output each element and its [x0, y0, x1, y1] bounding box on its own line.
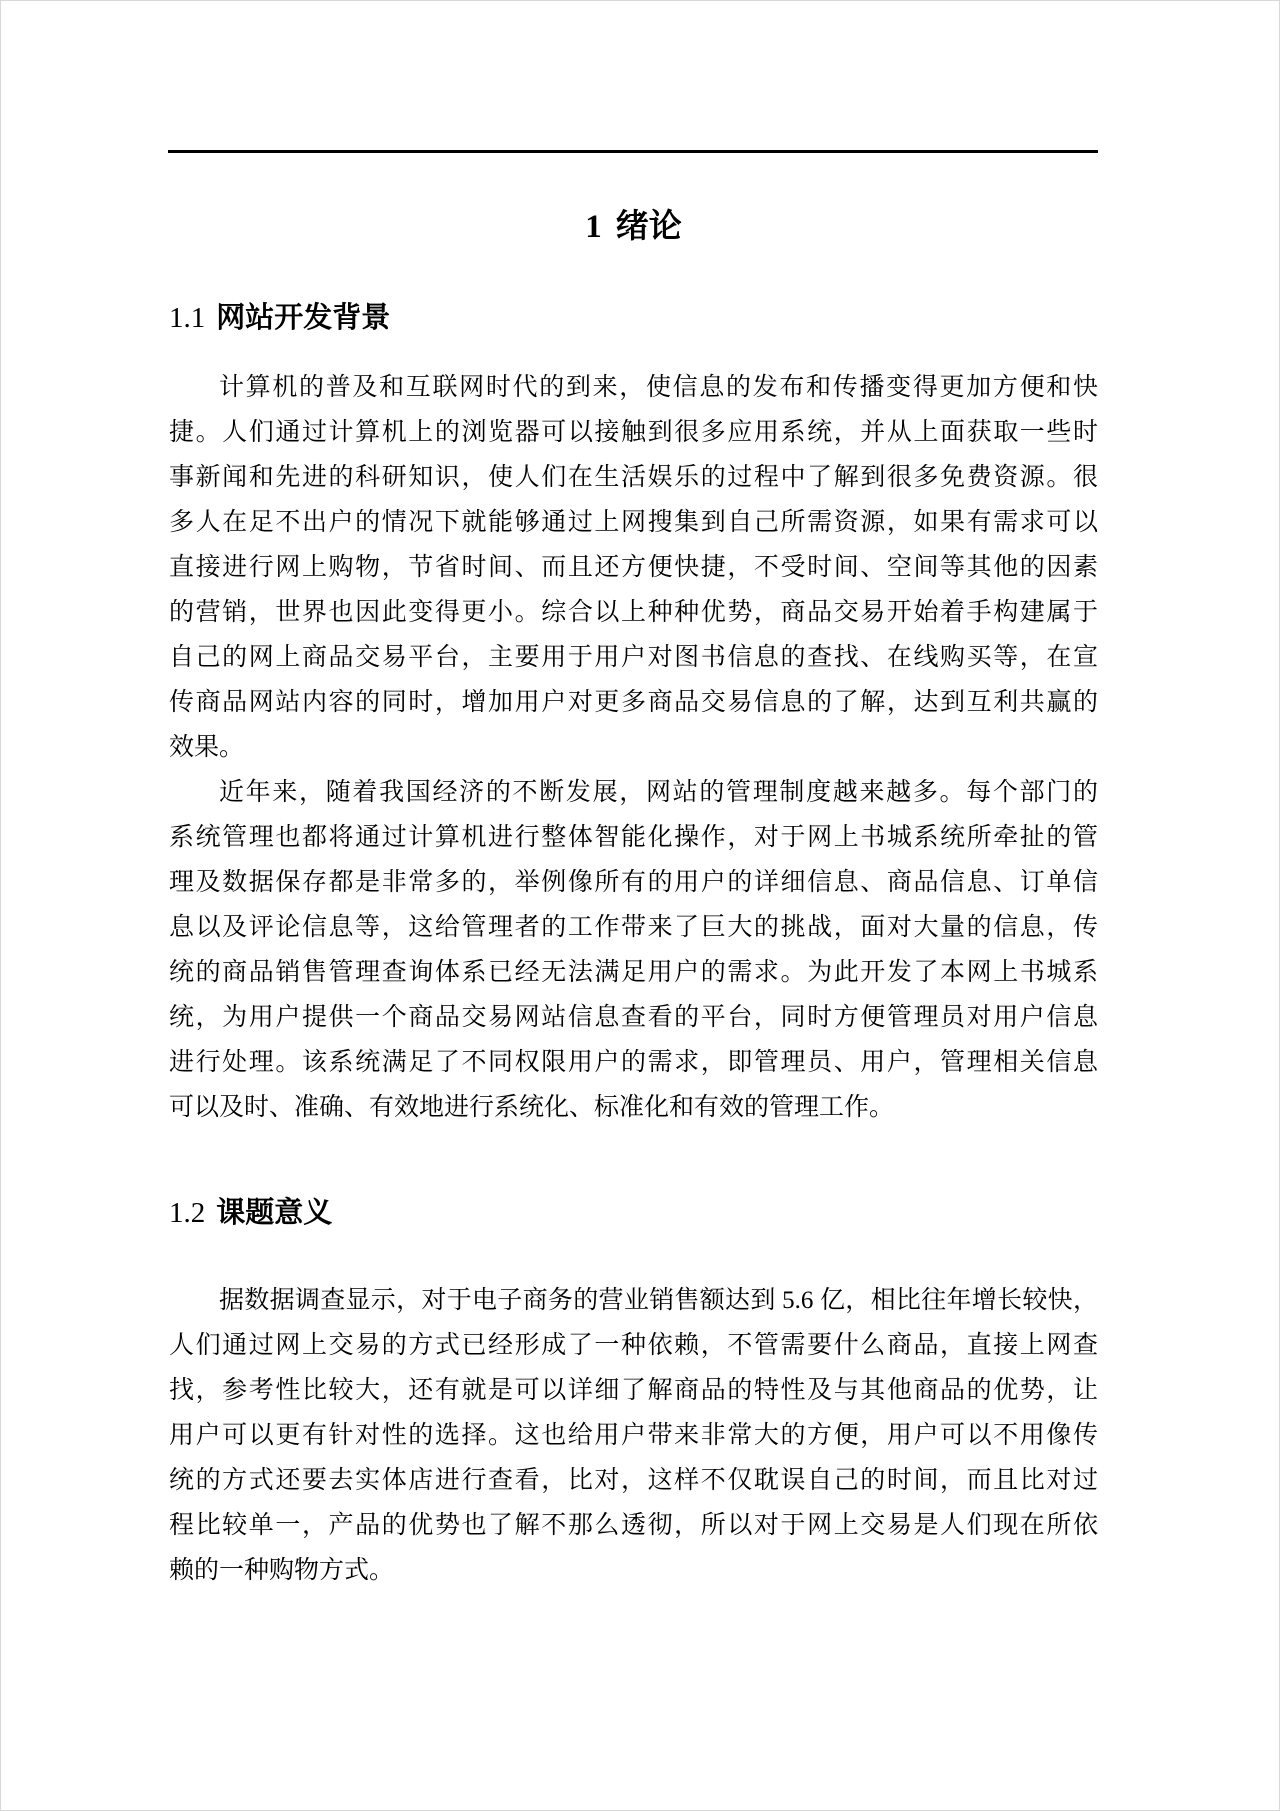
text-line: 计算机的普及和互联网时代的到来，使信息的发布和传播变得更加方便和快	[219, 374, 1098, 401]
text-line: 事新闻和先进的科研知识，使人们在生活娱乐的过程中了解到很多免费资源。很	[169, 464, 1098, 491]
section-heading-text: 课题意义	[216, 1197, 333, 1229]
text-line: 统的方式还要去实体店进行查看，比对，这样不仅耽误自己的时间，而且比对过	[169, 1467, 1098, 1494]
section-heading-1-1	[169, 299, 1098, 337]
text-line: 自己的网上商品交易平台，主要用于用户对图书信息的查找、在线购买等，在宣	[169, 644, 1098, 671]
text-line: 理及数据保存都是非常多的，举例像所有的用户的详细信息、商品信息、订单信	[169, 869, 1098, 896]
text-line: 统的商品销售管理查询体系已经无法满足用户的需求。为此开发了本网上书城系	[169, 959, 1098, 986]
text-line: 传商品网站内容的同时，增加用户对更多商品交易信息的了解，达到互利共赢的	[169, 689, 1098, 716]
paragraph	[169, 1278, 1098, 1593]
text-line: 系统管理也都将通过计算机进行整体智能化操作，对于网上书城系统所牵扯的管	[169, 824, 1098, 851]
section-number: 1.2	[169, 1197, 206, 1229]
text-line: 的营销，世界也因此变得更小。综合以上种种优势，商品交易开始着手构建属于	[169, 599, 1098, 626]
paragraph	[169, 770, 1098, 1130]
text-line: 效果。	[169, 734, 245, 761]
text-line: 多人在足不出户的情况下就能够通过上网搜集到自己所需资源，如果有需求可以	[169, 509, 1098, 536]
section-number: 1.1	[169, 302, 206, 334]
section-heading-text: 网站开发背景	[216, 302, 391, 334]
text-line: 程比较单一，产品的优势也了解不那么透彻，所以对于网上交易是人们现在所依	[169, 1512, 1098, 1539]
text-line: 近年来，随着我国经济的不断发展，网站的管理制度越来越多。每个部门的	[219, 779, 1098, 806]
text-line: 赖的一种购物方式。	[169, 1557, 395, 1584]
text-line: 统，为用户提供一个商品交易网站信息查看的平台，同时方便管理员对用户信息	[169, 1004, 1098, 1031]
paragraph	[169, 365, 1098, 770]
section-heading-1-2	[169, 1194, 1098, 1232]
text-line: 进行处理。该系统满足了不同权限用户的需求，即管理员、用户，管理相关信息	[169, 1049, 1098, 1076]
text-line: 直接进行网上购物，节省时间、而且还方便快捷，不受时间、空间等其他的因素	[169, 554, 1098, 581]
text-line: 可以及时、准确、有效地进行系统化、标准化和有效的管理工作。	[169, 1094, 895, 1121]
chapter-title	[169, 204, 1098, 249]
text-line: 人们通过网上交易的方式已经形成了一种依赖，不管需要什么商品，直接上网查	[169, 1332, 1098, 1359]
chapter-title-text: 绪论	[615, 207, 682, 244]
text-line: 找，参考性比较大，还有就是可以详细了解商品的特性及与其他商品的优势，让	[169, 1377, 1098, 1404]
text-line: 据数据调查显示，对于电子商务的营业销售额达到 5.6 亿，相比往年增长较快，	[219, 1287, 1098, 1314]
text-line: 捷。人们通过计算机上的浏览器可以接触到很多应用系统，并从上面获取一些时	[169, 419, 1098, 446]
page-content	[169, 1, 1098, 1593]
document-body	[169, 299, 1098, 1593]
text-line: 用户可以更有针对性的选择。这也给用户带来非常大的方便，用户可以不用像传	[169, 1422, 1098, 1449]
text-line: 息以及评论信息等，这给管理者的工作带来了巨大的挑战，面对大量的信息，传	[169, 914, 1098, 941]
chapter-number: 1	[585, 209, 602, 245]
